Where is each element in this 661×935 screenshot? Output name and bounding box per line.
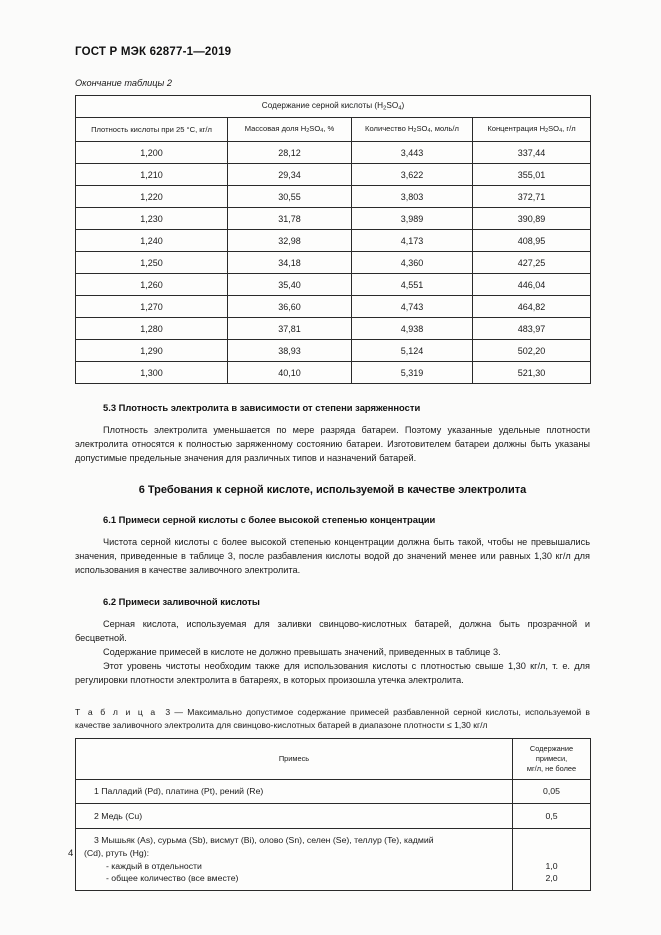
table2-col-header-massfraction: Массовая доля $H_2SO_4$, %	[228, 118, 352, 142]
section-6-2-paragraph-1: Серная кислота, используемая для заливки свинцово-кислотных батарей, должна быть прозрачной и бесцветной.	[75, 618, 590, 643]
cell-concentration: 483,97	[473, 318, 591, 340]
cell-massfraction: 32,98	[228, 230, 352, 252]
cell-density: 1,220	[76, 186, 228, 208]
table-row	[76, 318, 591, 340]
table2-acid-density	[75, 95, 591, 384]
cell-limit-3	[513, 828, 591, 890]
standard-number-header: ГОСТ Р МЭК 62877-1—2019	[75, 46, 232, 58]
table-row	[76, 186, 591, 208]
cell-impurity-1: 1 Палладий (Pd), платина (Pt), рений (Re)	[76, 779, 513, 804]
cell-amount: 5,124	[352, 340, 473, 362]
cell-concentration: 355,01	[473, 164, 591, 186]
limit-3-total: 2,0	[545, 873, 558, 884]
table3-header-row	[76, 738, 591, 779]
cell-massfraction: 40,10	[228, 362, 352, 384]
table-row	[76, 296, 591, 318]
cell-massfraction: 29,34	[228, 164, 352, 186]
table-row	[76, 230, 591, 252]
cell-massfraction: 30,55	[228, 186, 352, 208]
cell-density: 1,280	[76, 318, 228, 340]
impurity-3-line3: - каждый в отдельности	[106, 860, 202, 871]
cell-density: 1,290	[76, 340, 228, 362]
table-row	[76, 252, 591, 274]
cell-limit-1: 0,05	[513, 779, 591, 804]
table-row	[76, 362, 591, 384]
page-content	[75, 46, 590, 891]
table2-column-header-row	[76, 118, 591, 142]
cell-impurity-3	[76, 828, 513, 890]
cell-massfraction: 36,60	[228, 296, 352, 318]
table2-span-header: Содержание серной кислоты $(H_2SO_4)$	[76, 96, 591, 118]
cell-limit-2: 0,5	[513, 804, 591, 829]
section-6-heading: 6 Требования к серной кислоте, используемой в качестве электролита	[138, 483, 527, 496]
impurity-3-line4: - общее количество (все вместе)	[106, 873, 239, 884]
table-row	[76, 274, 591, 296]
cell-density: 1,270	[76, 296, 228, 318]
table-row	[76, 164, 591, 186]
cell-concentration: 502,20	[473, 340, 591, 362]
table-row	[76, 340, 591, 362]
cell-amount: 5,319	[352, 362, 473, 384]
table2-col-header-concentration: Концентрация $H_2SO_4$, г/л	[473, 118, 591, 142]
cell-amount: 3,803	[352, 186, 473, 208]
cell-massfraction: 35,40	[228, 274, 352, 296]
table3-caption-number: 3	[165, 706, 171, 717]
cell-concentration: 372,71	[473, 186, 591, 208]
cell-amount: 3,989	[352, 208, 473, 230]
cell-amount: 4,743	[352, 296, 473, 318]
table-row	[76, 828, 591, 890]
section-6-2-paragraph-2: Содержание примесей в кислоте не должно превышать значений, приведенных в таблице 3.	[103, 646, 501, 657]
cell-amount: 4,173	[352, 230, 473, 252]
cell-density: 1,300	[76, 362, 228, 384]
cell-concentration: 427,25	[473, 252, 591, 274]
table3-caption-text: — Максимально допустимое содержание примесей разбавленной серной кислоты, используемой в качестве заливочного электролита для свинцово-кислотных батарей в диапазоне плотности ≤ 1,30 кг/л	[75, 706, 591, 730]
cell-density: 1,240	[76, 230, 228, 252]
impurity-3-line1: 3 Мышьяк (As), сурьма (Sb), висмут (Bi), олово (Sn), селен (Se), теллур (Te), кадмий	[94, 835, 434, 846]
cell-concentration: 446,04	[473, 274, 591, 296]
section-6-2-heading: 6.2 Примеси заливочной кислоты	[103, 595, 260, 607]
cell-density: 1,230	[76, 208, 228, 230]
cell-massfraction: 28,12	[228, 142, 352, 164]
cell-amount: 4,938	[352, 318, 473, 340]
cell-massfraction: 37,81	[228, 318, 352, 340]
cell-amount: 4,360	[352, 252, 473, 274]
table3-caption-label: Т а б л и ц а	[75, 706, 157, 717]
table-row	[76, 804, 591, 829]
cell-density: 1,200	[76, 142, 228, 164]
cell-amount: 4,551	[352, 274, 473, 296]
cell-density: 1,210	[76, 164, 228, 186]
cell-amount: 3,622	[352, 164, 473, 186]
table3-caption	[75, 706, 590, 732]
section-6-2-paragraph-3: Этот уровень чистоты необходим также для использования кислоты с плотностью свыше 1,30 кг/л, т. е. для регулировки плотности электролита в батареях, в которых произошла утечка электролита.	[75, 660, 590, 685]
table2-col-header-density: Плотность кислоты при 25 °C, кг/л	[76, 118, 228, 142]
table-row	[76, 208, 591, 230]
table2-span-header-row	[76, 96, 591, 118]
cell-concentration: 408,95	[473, 230, 591, 252]
cell-concentration: 337,44	[473, 142, 591, 164]
cell-concentration: 464,82	[473, 296, 591, 318]
cell-concentration: 390,89	[473, 208, 591, 230]
table3-col-header-content: Содержание примеси, мг/л, не более	[513, 738, 591, 779]
table3-col-header-impurity: Примесь	[76, 738, 513, 779]
table2-col-header-amount: Количество $H_2SO_4$, моль/л	[352, 118, 473, 142]
impurity-3-line2: (Cd), ртуть (Hg):	[84, 847, 150, 858]
section-6-1-paragraph: Чистота серной кислоты с более высокой степенью концентрации должна быть такой, чтобы не превышались значения, приведенные в таблице 3, после разбавления кислоты водой до значений менее или равных 1,30 кг/л для использования в качестве заливочного электролита.	[75, 536, 590, 575]
cell-massfraction: 38,93	[228, 340, 352, 362]
cell-massfraction: 34,18	[228, 252, 352, 274]
page-number: 4	[68, 848, 74, 859]
cell-density: 1,260	[76, 274, 228, 296]
table2-caption: Окончание таблицы 2	[75, 78, 172, 88]
table-row	[76, 779, 591, 804]
section-5-3-heading: 5.3 Плотность электролита в зависимости от степени заряженности	[103, 402, 421, 414]
table-row	[76, 142, 591, 164]
section-5-3-paragraph: Плотность электролита уменьшается по мере разряда батареи. Поэтому указанные удельные плотности электролита относятся к полностью заряженному состоянию батареи. Изготовителем батареи должны быть указаны допустимые предельные значения для различных типов и назначений батарей.	[75, 425, 590, 463]
limit-3-each: 1,0	[545, 860, 558, 871]
cell-amount: 3,443	[352, 142, 473, 164]
cell-concentration: 521,30	[473, 362, 591, 384]
cell-impurity-2: 2 Медь (Cu)	[76, 804, 513, 829]
cell-density: 1,250	[76, 252, 228, 274]
cell-massfraction: 31,78	[228, 208, 352, 230]
table3-impurity-limits	[75, 738, 591, 892]
section-6-1-heading: 6.1 Примеси серной кислоты с более высокой степенью концентрации	[103, 513, 436, 525]
